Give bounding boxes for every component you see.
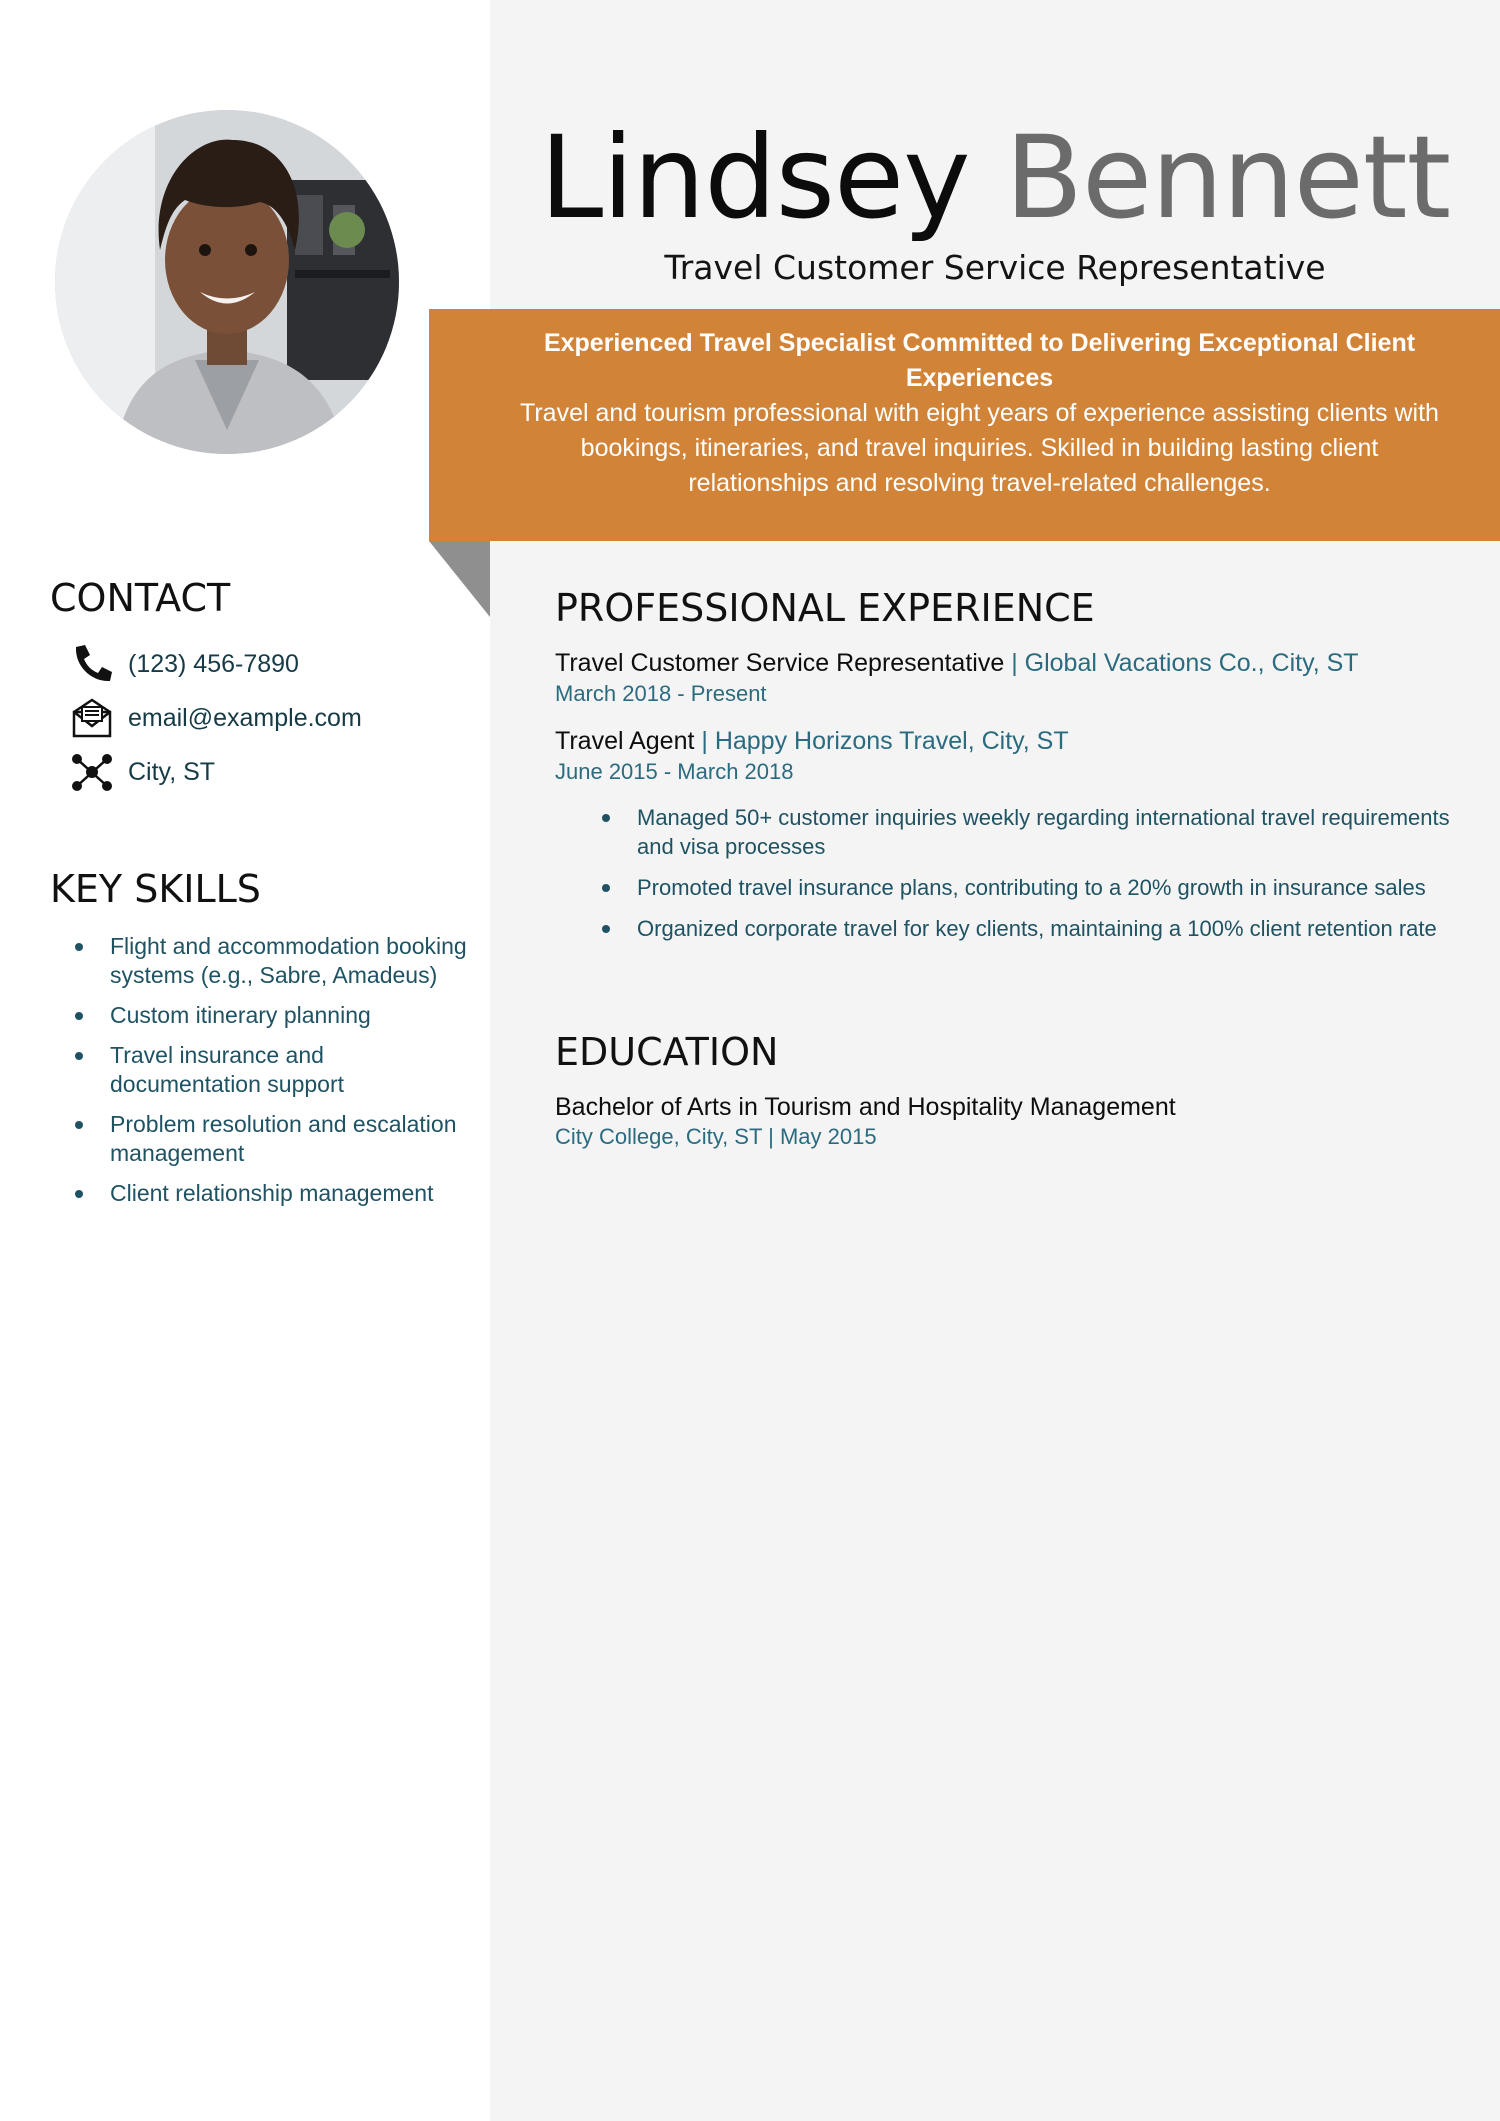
skill-item: Travel insurance and documentation support — [70, 1041, 470, 1099]
contact-phone — [70, 637, 362, 691]
experience-heading: PROFESSIONAL EXPERIENCE — [555, 586, 1095, 630]
phone-number[interactable]: (123) 456-7890 — [128, 649, 299, 678]
first-name: Lindsey — [539, 111, 970, 244]
school-and-date: City College, City, ST | May 2015 — [555, 1124, 877, 1149]
job-bullet: Promoted travel insurance plans, contributing to a 20% growth in insurance sales — [597, 873, 1467, 902]
job-1-title: Travel Customer Service Representative — [555, 649, 1005, 677]
job-2-dates: June 2015 - March 2018 — [555, 759, 794, 784]
contact-email — [70, 691, 362, 745]
summary-text: Travel and tourism professional with eight years of experience assisting clients with bookings, itineraries, and travel inquiries. Skilled in building lasting client relationships and resolving travel-related challenges. — [520, 399, 1439, 497]
skill-item: Client relationship management — [70, 1179, 470, 1208]
job-1-role — [555, 647, 1359, 679]
skill-item: Flight and accommodation booking systems (e.g., Sabre, Amadeus) — [70, 932, 470, 990]
skill-item: Custom itinerary planning — [70, 1001, 470, 1030]
job-bullet: Managed 50+ customer inquiries weekly regarding international travel requirements and visa processes — [597, 803, 1467, 861]
job-1-org: | Global Vacations Co., City, ST — [1004, 649, 1359, 677]
job-2-title: Travel Agent — [555, 727, 695, 755]
network-icon — [70, 750, 114, 794]
job-2-bullets — [597, 803, 1467, 955]
profile-photo — [55, 110, 399, 454]
skills-list — [70, 932, 470, 1219]
education-heading: EDUCATION — [555, 1030, 779, 1074]
key-skills-heading: KEY SKILLS — [50, 867, 261, 911]
contact-location — [70, 745, 362, 799]
candidate-name — [490, 108, 1500, 248]
contact-list — [70, 637, 362, 799]
job-2-org: | Happy Horizons Travel, City, ST — [694, 727, 1069, 755]
degree: Bachelor of Arts in Tourism and Hospitality Management — [555, 1093, 1176, 1121]
phone-icon — [70, 642, 114, 686]
job-1-dates: March 2018 - Present — [555, 681, 767, 706]
email-address[interactable]: email@example.com — [128, 703, 362, 732]
skill-item: Problem resolution and escalation management — [70, 1110, 470, 1168]
job-title: Travel Customer Service Representative — [664, 248, 1326, 287]
contact-heading: CONTACT — [50, 576, 231, 620]
envelope-icon — [70, 696, 114, 740]
summary-banner — [429, 309, 1500, 541]
job-2-role — [555, 725, 1069, 757]
job-bullet: Organized corporate travel for key clients, maintaining a 100% client retention rate — [597, 914, 1467, 943]
summary-headline: Experienced Travel Specialist Committed to Delivering Exceptional Client Experiences — [543, 329, 1416, 392]
location: City, ST — [128, 757, 216, 786]
last-name: Bennett — [1004, 111, 1451, 244]
banner-fold — [429, 541, 490, 617]
